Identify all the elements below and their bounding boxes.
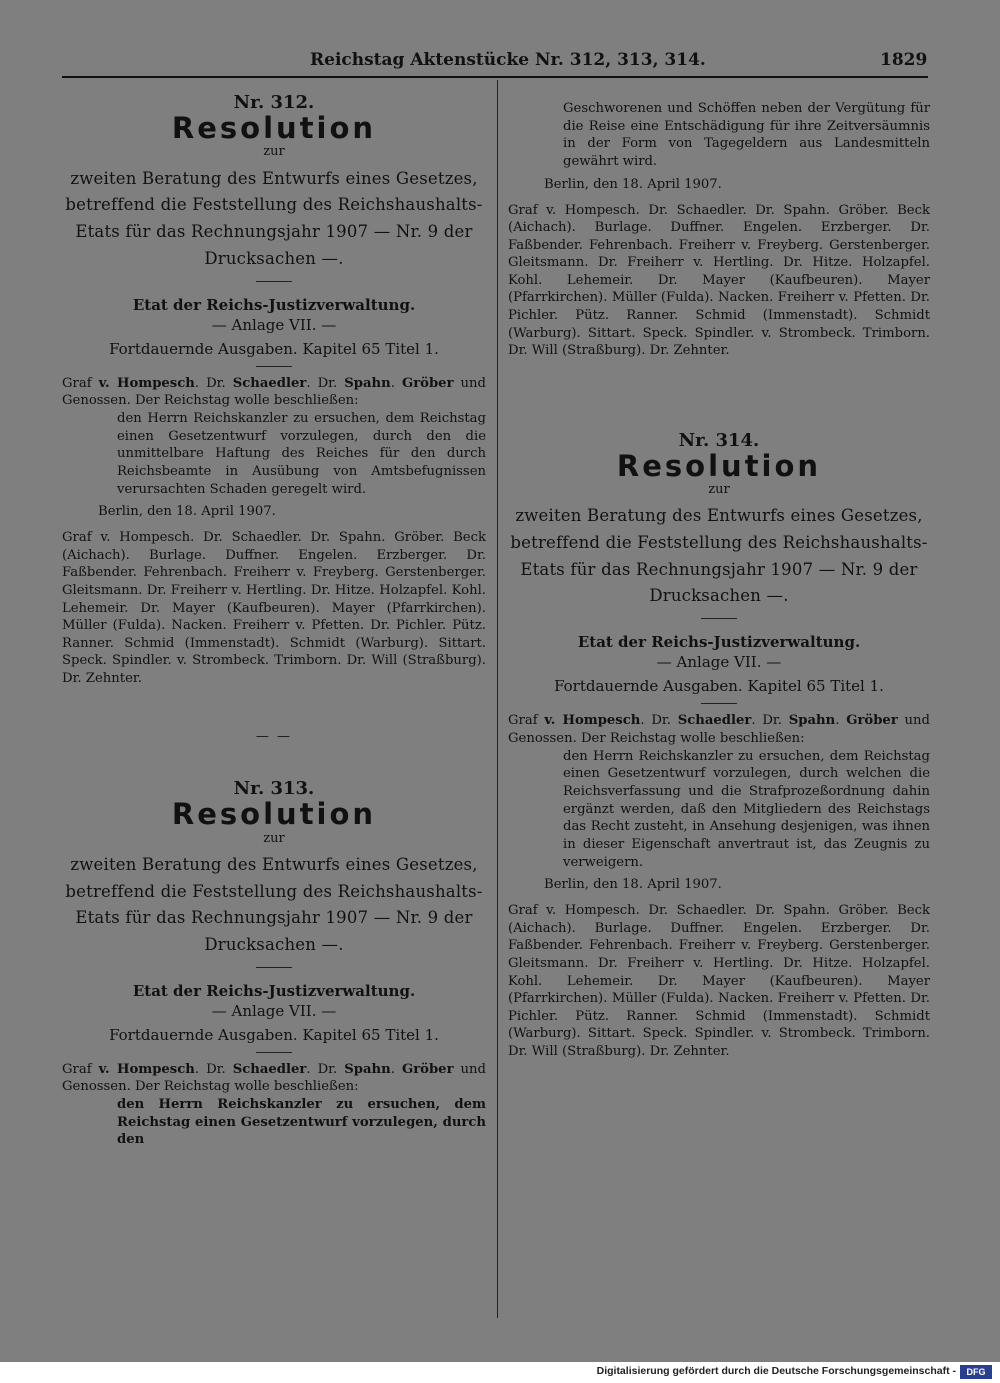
document-312	[62, 92, 486, 687]
document-314	[508, 430, 930, 1061]
page-number: 1829	[880, 50, 928, 70]
etat-heading: Etat der Reichs-Justizverwaltung.	[132, 295, 416, 314]
name-groeber: Gröber	[846, 713, 898, 729]
doc-heading: Resolution	[171, 111, 377, 145]
short-rule	[256, 366, 292, 367]
short-rule	[256, 1052, 292, 1053]
name-hompesch: v. Hompesch	[544, 713, 641, 729]
right-column	[508, 100, 930, 1060]
footer-bar	[0, 1362, 1000, 1383]
motion-date: Berlin, den 18. April 1907.	[544, 176, 722, 192]
kapitel-label: Fortdauernde Ausgaben. Kapitel 65 Titel 1.	[109, 1025, 439, 1044]
doc-title: zweiten Beratung des Entwurfs eines Gesetzes, betreffend die Feststellung des Reichshaushalts-Etats für das Rechnungsjahr 1907 — Nr. 9 der Drucksachen —.	[510, 506, 928, 606]
name-spahn: Spahn	[788, 713, 836, 729]
name-schaedler: Schaedler	[677, 713, 752, 729]
doc-number: Nr. 312.	[233, 92, 315, 113]
kapitel-label: Fortdauernde Ausgaben. Kapitel 65 Titel 1.	[554, 677, 884, 696]
header-rule	[62, 76, 928, 78]
name-groeber: Gröber	[401, 1061, 454, 1077]
doc-number: Nr. 314.	[678, 429, 760, 451]
document-313-continued	[508, 100, 930, 360]
doc-title: zweiten Beratung des Entwurfs eines Gesetzes, betreffend die Feststellung des Reichshaushalts-Etats für das Rechnungsjahr 1907 — Nr. 9 der Drucksachen —.	[65, 168, 483, 268]
doc-heading: Resolution	[171, 797, 377, 832]
doc-zur: zur	[708, 482, 730, 498]
doc-heading: Resolution	[616, 448, 822, 483]
etat-heading: Etat der Reichs-Justizverwaltung.	[132, 981, 416, 1000]
motion-body: den Herrn Reichskanzler zu ersuchen, dem Reichstag einen Gesetzentwurf vorzulegen, durch welchen die Reichsverfassung und die Strafprozeßordnung dahin ergänzt werden, daß den Mitgliedern des Reichstags das Recht zusteht, in Ansehung desjenigen, was ihnen in dieser Eigenschaft anvertraut ist, das Zeugnis zu verweigern.	[563, 748, 930, 870]
name-hompesch: v. Hompesch	[98, 1061, 195, 1077]
signers-list: Graf v. Hompesch. Dr. Schaedler. Dr. Spahn. Gröber. Beck (Aichach). Burlage. Duffner. Engelen. Erzberger. Dr. Faßbender. Fehrenbach. Freiherr v. Freyberg. Gerstenberger. Gleitsmann. Dr. Freiherr v. Hertling. Dr. Hitze. Holzapfel. Kohl. Lehemeir. Dr. Mayer (Kaufbeuren). Mayer (Pfarrkirchen). Müller (Fulda). Nacken. Freiherr v. Pfetten. Dr. Pichler. Pütz. Ranner. Schmid (Immenstadt). Schmidt (Warburg). Sittart. Speck. Spindler. v. Strombeck. Trimborn. Dr. Will (Straßburg). Dr. Zehnter.	[62, 530, 486, 686]
column-divider	[497, 80, 498, 1318]
anlage-label: — Anlage VII. —	[211, 1001, 337, 1020]
signers-list: Graf v. Hompesch. Dr. Schaedler. Dr. Spahn. Gröber. Beck (Aichach). Burlage. Duffner. Engelen. Erzberger. Dr. Faßbender. Fehrenbach. Freiherr v. Freyberg. Gerstenberger. Gleitsmann. Dr. Freiherr v. Hertling. Dr. Hitze. Holzapfel. Kohl. Lehemeir. Dr. Mayer (Kaufbeuren). Mayer (Pfarrkirchen). Müller (Fulda). Nacken. Freiherr v. Pfetten. Dr. Pichler. Pütz. Ranner. Schmid (Immenstadt). Schmidt (Warburg). Sittart. Speck. Spindler. v. Strombeck. Trimborn. Dr. Will (Straßburg). Dr. Zehnter.	[508, 903, 930, 1059]
motion-intro: Graf v. Hompesch. Dr. Schaedler. Dr. Spahn. Gröber und Genossen. Der Reichstag wolle beschließen:	[62, 375, 486, 409]
motion-date: Berlin, den 18. April 1907.	[544, 877, 722, 893]
name-schaedler: Schaedler	[232, 375, 307, 391]
section-separator: — —	[255, 729, 293, 745]
short-rule	[256, 281, 292, 282]
footer-credit: Digitalisierung gefördert durch die Deutsche Forschungsgemeinschaft -	[596, 1365, 956, 1377]
name-spahn: Spahn	[344, 1061, 391, 1077]
doc-zur: zur	[263, 144, 285, 160]
running-title: Reichstag Aktenstücke Nr. 312, 313, 314.	[310, 50, 706, 70]
short-rule	[701, 703, 737, 704]
kapitel-label: Fortdauernde Ausgaben. Kapitel 65 Titel 1.	[109, 339, 439, 358]
doc-zur: zur	[263, 830, 285, 846]
motion-intro: Graf v. Hompesch. Dr. Schaedler. Dr. Spahn. Gröber und Genossen. Der Reichstag wolle beschließen:	[62, 1061, 486, 1095]
document-313	[62, 778, 486, 1149]
doc-title: zweiten Beratung des Entwurfs eines Gesetzes, betreffend die Feststellung des Reichshaushalts-Etats für das Rechnungsjahr 1907 — Nr. 9 der Drucksachen —.	[65, 854, 483, 955]
short-rule	[256, 967, 292, 968]
motion-body-continued: Geschworenen und Schöffen neben der Vergütung für die Reise eine Entschädigung für ihre Zeitversäumnis in der Form von Tagegeldern aus Landesmitteln gewährt wird.	[563, 101, 930, 170]
name-spahn: Spahn	[344, 375, 391, 391]
name-hompesch: v. Hompesch	[98, 375, 195, 391]
signers-list: Graf v. Hompesch. Dr. Schaedler. Dr. Spahn. Gröber. Beck (Aichach). Burlage. Duffner. Engelen. Erzberger. Dr. Faßbender. Fehrenbach. Freiherr v. Freyberg. Gerstenberger. Gleitsmann. Dr. Freiherr v. Hertling. Dr. Hitze. Holzapfel. Kohl. Lehemeir. Dr. Mayer (Kaufbeuren). Mayer (Pfarrkirchen). Müller (Fulda). Nacken. Freiherr v. Pfetten. Dr. Pichler. Pütz. Ranner. Schmid (Immenstadt). Schmidt (Warburg). Sittart. Speck. Spindler. v. Strombeck. Trimborn. Dr. Will (Straßburg). Dr. Zehnter.	[508, 202, 930, 359]
doc-number: Nr. 313.	[233, 778, 315, 800]
motion-body: den Herrn Reichskanzler zu ersuchen, dem Reichstag einen Gesetzentwurf vorzulegen, durch den die unmittelbare Haftung des Reiches für den durch Reichsbeamte in Ausübung von Amtsbefugnissen verursachten Schaden geregelt wird.	[117, 410, 486, 497]
anlage-label: — Anlage VII. —	[656, 653, 782, 672]
dfg-logo-icon: DFG	[960, 1365, 992, 1379]
anlage-label: — Anlage VII. —	[211, 315, 337, 334]
name-schaedler: Schaedler	[232, 1061, 307, 1077]
name-groeber: Gröber	[401, 375, 454, 391]
etat-heading: Etat der Reichs-Justizverwaltung.	[577, 633, 861, 652]
short-rule	[701, 618, 737, 619]
motion-date: Berlin, den 18. April 1907.	[98, 504, 276, 520]
motion-body-start: den Herrn Reichskanzler zu ersuchen, dem Reichstag einen Gesetzentwurf vorzulegen, durch den	[117, 1097, 486, 1148]
left-column	[62, 92, 486, 1149]
motion-intro: Graf v. Hompesch. Dr. Schaedler. Dr. Spahn. Gröber und Genossen. Der Reichstag wolle beschließen:	[508, 713, 930, 746]
